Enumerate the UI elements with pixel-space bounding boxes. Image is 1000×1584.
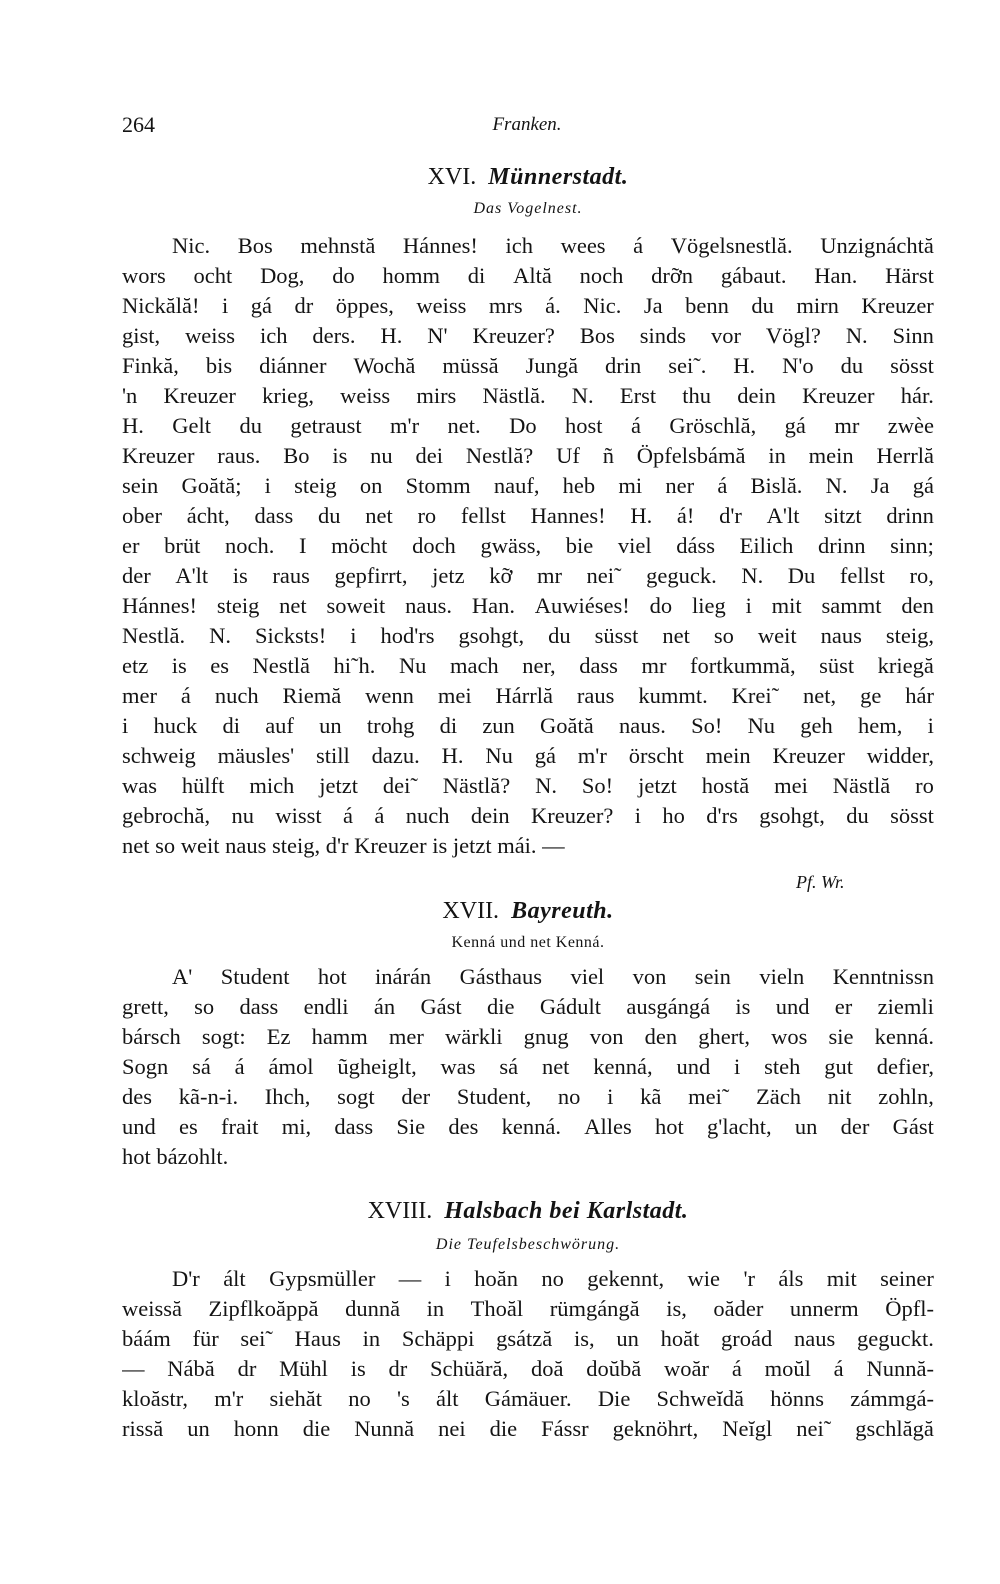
text-line: — Nábă dr Mühl is dr Schüără, doă doŭbă woăr á moŭl á Nunnă-: [122, 1356, 934, 1381]
section-xvii-text: [122, 962, 934, 1172]
text-line: báám für sei˜ Haus in Schäppi gsátză is, un hoăt groád naus geguckt.: [122, 1326, 934, 1351]
text-line: was hülft mich jetzt dei˜ Nästlă? N. So! jetzt hostă mei Nästlă ro: [122, 773, 934, 798]
text-line: i huck di auf un trohg di zun Goătă naus. So! Nu geh hem, i: [122, 713, 934, 738]
section-xviii-heading: [122, 1198, 934, 1225]
text-line: des kã-n-i. Ihch, sogt der Student, no i kã mei˜ Zäch nit zohln,: [122, 1084, 934, 1109]
author-signature: Pf. Wr.: [796, 872, 845, 892]
text-line: der A'lt is raus gepfirrt, jetz kỡ mr nei˜ geguck. N. Du fellst ro,: [122, 563, 934, 588]
text-line: Nic. Bos mehnstă Hánnes! ich wees á Vögelsnestlă. Unzignáchtă: [172, 233, 934, 258]
text-line: ober ácht, dass du net ro fellst Hannes! H. á! d'r A'lt sitzt drinn: [122, 503, 934, 528]
section-subtitle: Die Teufelsbeschwörung.: [435, 1236, 621, 1253]
section-title: [122, 1198, 934, 1225]
text-line: etz is es Nestlă hi˜h. Nu mach ner, dass mr fortkummă, süst kriegă: [122, 653, 934, 678]
page-header: [122, 112, 932, 146]
text-line: weissă Zipflkoăppă dunnă in Thoăl rümgángă is, oăder unnerm Öpfl-: [122, 1296, 934, 1321]
text-line: er brüt noch. I möcht doch gwäss, bie viel dáss Eilich drinn sinn;: [122, 533, 934, 558]
text-line: D'r ált Gypsmüller — i hoăn no gekennt, wie 'r áls mit seiner: [172, 1266, 934, 1291]
page-number: 264: [122, 112, 155, 137]
text-line: hot bázohlt.: [122, 1144, 229, 1169]
text-line: sein Goătă; i steig on Stomm nauf, heb mi ner á Bislă. N. Ja gá: [122, 473, 934, 498]
section-place: Halsbach bei Karlstadt.: [444, 1198, 689, 1224]
text-line: bársch sogt: Ez hamm mer wärkli gnug von den ghert, wos sie kenná.: [122, 1024, 934, 1049]
section-xviii-subtitle-wrap: [122, 1236, 934, 1254]
text-line: H. Gelt du getraust m'r net. Do host á Gröschlă, gá mr zwèe: [122, 413, 934, 438]
text-line: Finkă, bis diánner Wochă müssă Jungă drin sei˜. H. N'o du sösst: [122, 353, 934, 378]
text-line: rissă un honn die Nunnă nei die Fássr geknöhrt, Neĭgl nei˜ gschlăgă: [122, 1416, 934, 1441]
text-line: wors ocht Dog, do homm di Altă noch drỡn gábaut. Han. Härst: [122, 263, 934, 288]
section-numeral: XVIII.: [367, 1198, 433, 1224]
text-line: Hánnes! steig net soweit naus. Han. Auwiéses! do lieg i mit sammt den: [122, 593, 934, 618]
section-subtitle: Kenná und net Kenná.: [451, 934, 605, 951]
section-xvii-subtitle-wrap: [122, 934, 934, 952]
text-line: und es frait mi, dass Sie des kenná. Alles hot g'lacht, un der Gást: [122, 1114, 934, 1139]
section-title: [122, 164, 934, 191]
section-xvi-text: [122, 231, 934, 861]
running-title: Franken.: [492, 114, 562, 135]
text-line: schweig mäusles' still dazu. H. Nu gá m'r örscht mein Kreuzer widder,: [122, 743, 934, 768]
text-line: mer á nuch Riemă wenn mei Hárrlă raus kummt. Krei˜ net, ge hár: [122, 683, 934, 708]
text-line: kloăstr, m'r siehăt no 's ált Gámäuer. Die Schweĭdă hönns zámmgá-: [122, 1386, 934, 1411]
text-line: gebrochă, nu wisst á á nuch dein Kreuzer? i ho d'rs gsohgt, du sösst: [122, 803, 934, 828]
section-xvii-heading: [122, 898, 934, 925]
section-place: Bayreuth.: [511, 898, 614, 924]
section-subtitle: Das Vogelnest.: [473, 200, 583, 217]
text-line: net so weit naus steig, d'r Kreuzer is jetzt mái. —: [122, 833, 565, 858]
text-line: Sogn sá á ámol ũgheiglt, was sá net kenná, und i steh gut defier,: [122, 1054, 934, 1079]
section-numeral: XVII.: [442, 898, 500, 924]
text-line: Nestlă. N. Sicksts! i hod'rs gsohgt, du süsst net so weit naus steig,: [122, 623, 934, 648]
section-xviii-text: [122, 1264, 934, 1444]
text-line: gist, weiss ich ders. H. N' Kreuzer? Bos sinds vor Vögl? N. Sinn: [122, 323, 934, 348]
text-line: A' Student hot inárán Gásthaus viel von sein vieln Kenntnissn: [172, 964, 934, 989]
text-line: Nickălă! i gá dr öppes, weiss mrs á. Nic. Ja benn du mirn Kreuzer: [122, 293, 934, 318]
text-line: Kreuzer raus. Bo is nu dei Nestlă? Uf ñ Öpfelsbámă in mein Herrlă: [122, 443, 934, 468]
section-place: Münnerstadt.: [488, 164, 629, 190]
text-line: grett, so dass endli án Gást die Gádult ausgángá is und er ziemli: [122, 994, 934, 1019]
section-xvi-subtitle-wrap: [122, 200, 934, 218]
section-title: [122, 898, 934, 925]
section-numeral: XVI.: [427, 164, 477, 190]
section-xvi-heading: [122, 164, 934, 191]
text-line: 'n Kreuzer krieg, weiss mirs Nästlă. N. Erst thu dein Kreuzer hár.: [122, 383, 934, 408]
